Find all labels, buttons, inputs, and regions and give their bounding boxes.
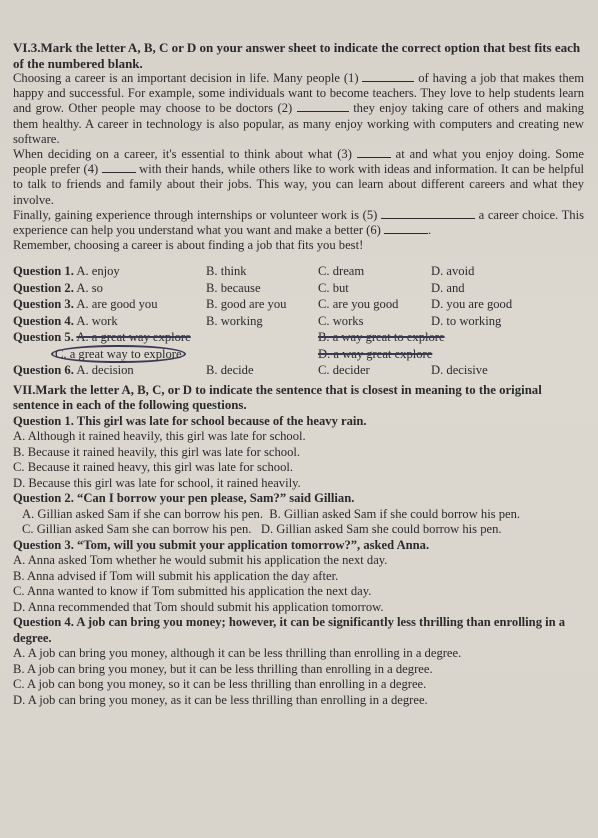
passage-text: Finally, gaining experience through internships or volunteer work is (5) (13, 207, 378, 222)
q3-c: C. are you good (318, 297, 399, 312)
q5-a (13, 329, 318, 346)
s7-question-2: Question 2. “Can I borrow your pen please, Sam?” said Gillian. (13, 491, 355, 506)
s7-question-4: Question 4. A job can bring you money; however, it can be significantly less thrilling than enrolling in a degree. (13, 615, 566, 645)
s7-q2-option-b: B. Gillian asked Sam if she could borrow his pen. (269, 506, 521, 521)
circled-answer: C. a great way to explore (51, 345, 186, 363)
passage-text: they enjoy taking care of others and making them healthy. A career in technology is also popular, as many enjoy working with computers and creating new software. (13, 101, 584, 146)
q4-d: D. to working (431, 313, 502, 328)
s7-q2-options-ab (13, 507, 584, 523)
option-text: A. decision (76, 363, 134, 378)
q6-c: C. decider (318, 363, 370, 378)
s7-q3-option-a: A. Anna asked Tom whether he would submit his application the next day. (13, 553, 388, 568)
s7-question-3: Question 3. “Tom, will you submit your application tomorrow?”, asked Anna. (13, 537, 430, 552)
q4-a (13, 313, 206, 330)
q5-c (13, 346, 318, 363)
section-6-title: VI.3.Mark the letter A, B, C or D on your answer sheet to indicate the correct option that best fits each of the numbered blank. (13, 40, 581, 71)
q3-d: D. you are good (431, 297, 513, 312)
blank-6 (384, 223, 428, 234)
q6-d: D. decisive (431, 363, 488, 378)
q5-d: D. a way great explore (318, 346, 433, 361)
q5-b: B. a way great to explore (318, 330, 445, 345)
section-7 (13, 383, 584, 709)
blank-4 (102, 162, 136, 173)
passage-text: Choosing a career is an important decision in life. Many people (1) (13, 71, 359, 85)
blank-1 (362, 71, 414, 82)
option-text: A. are good you (76, 297, 158, 312)
passage-text: When deciding on a career, it's essential to think about what (3) (13, 147, 352, 162)
option-text: A. a great way explore (76, 330, 191, 345)
section-6-options (13, 263, 584, 379)
q1-c: C. dream (318, 264, 365, 279)
s7-q4-option-d: D. A job can bring you money, as it can be less thrilling than enrolling in a degree. (13, 692, 428, 707)
s7-q4-option-c: C. A job can bong you money, so it can be less thrilling than enrolling in a degree. (13, 677, 427, 692)
passage-paragraph-4: Remember, choosing a career is about finding a job that fits you best! (13, 238, 364, 253)
q6-a (13, 362, 206, 379)
blank-2 (297, 101, 349, 112)
q1-a (13, 263, 206, 280)
question-label: Question 6. (13, 363, 74, 378)
s7-q2-option-c: C. Gillian asked Sam she can borrow his pen. (22, 522, 252, 537)
option-text: A. work (76, 313, 118, 328)
s7-question-1: Question 1. This girl was late for school because of the heavy rain. (13, 413, 367, 428)
passage-text: of having a job that makes them happy and successful. For example, some individuals want to become teachers. They love to help students learn and grow. Other people may choose to be doctors (2) (13, 71, 584, 116)
s7-q1-option-a: A. Although it rained heavily, this girl was late for school. (13, 429, 306, 444)
s7-q3-option-b: B. Anna advised if Tom will submit his application the day after. (13, 568, 339, 583)
passage-text: a career choice. This experience can help you understand what you want and make a better (6) (13, 207, 584, 238)
option-text: A. enjoy (76, 264, 120, 279)
q1-d: D. avoid (431, 264, 475, 279)
question-label: Question 1. (13, 264, 74, 279)
q4-c: C. works (318, 313, 364, 328)
s7-q4-option-a: A. A job can bring you money, although it can be less thrilling than enrolling in a degree. (13, 646, 462, 661)
s7-q3-option-d: D. Anna recommended that Tom should submit his application tomorrow. (13, 599, 384, 614)
section-7-title: VII.Mark the letter A, B, C, or D to indicate the sentence that is closest in meaning to the original sentence in each of the following questions. (13, 382, 542, 413)
s7-q1-option-c: C. Because it rained heavy, this girl was late for school. (13, 460, 294, 475)
passage-paragraph-1 (13, 71, 584, 147)
q2-a (13, 280, 206, 297)
q2-b: B. because (206, 280, 261, 295)
q4-b: B. working (206, 313, 263, 328)
s7-q2-option-a: A. Gillian asked Sam if she can borrow his pen. (22, 506, 263, 521)
s7-q2-option-d: D. Gillian asked Sam she could borrow his pen. (260, 522, 502, 537)
question-label: Question 3. (13, 297, 74, 312)
blank-5 (381, 208, 475, 219)
question-label: Question 4. (13, 313, 74, 328)
passage-paragraph-2 (13, 147, 584, 208)
q3-a (13, 296, 206, 313)
s7-q1-option-b: B. Because it rained heavily, this girl was late for school. (13, 444, 301, 459)
passage-text: with their hands, while others like to work with ideas and information. It can be helpful to talk to friends and family about their jobs. This way, you can learn about different careers and what they involve. (13, 162, 584, 207)
blank-3 (357, 147, 391, 158)
q6-b: B. decide (206, 363, 254, 378)
option-text: A. so (76, 280, 103, 295)
q3-b: B. good are you (206, 297, 287, 312)
question-label: Question 5. (13, 330, 74, 345)
q1-b: B. think (206, 264, 247, 279)
q2-d: D. and (431, 280, 465, 295)
question-label: Question 2. (13, 280, 74, 295)
s7-q1-option-d: D. Because this girl was late for school, it rained heavily. (13, 475, 301, 490)
s7-q4-option-b: B. A job can bring you money, but it can be less thrilling than enrolling in a degree. (13, 661, 433, 676)
passage-text: at and what you enjoy doing. Some people prefer (4) (13, 147, 584, 177)
s7-q3-option-c: C. Anna wanted to know if Tom submitted his application the next day. (13, 584, 372, 599)
passage-text: . (428, 223, 432, 238)
s7-q2-options-cd (13, 522, 584, 538)
q2-c: C. but (318, 280, 349, 295)
passage-paragraph-3 (13, 208, 584, 238)
